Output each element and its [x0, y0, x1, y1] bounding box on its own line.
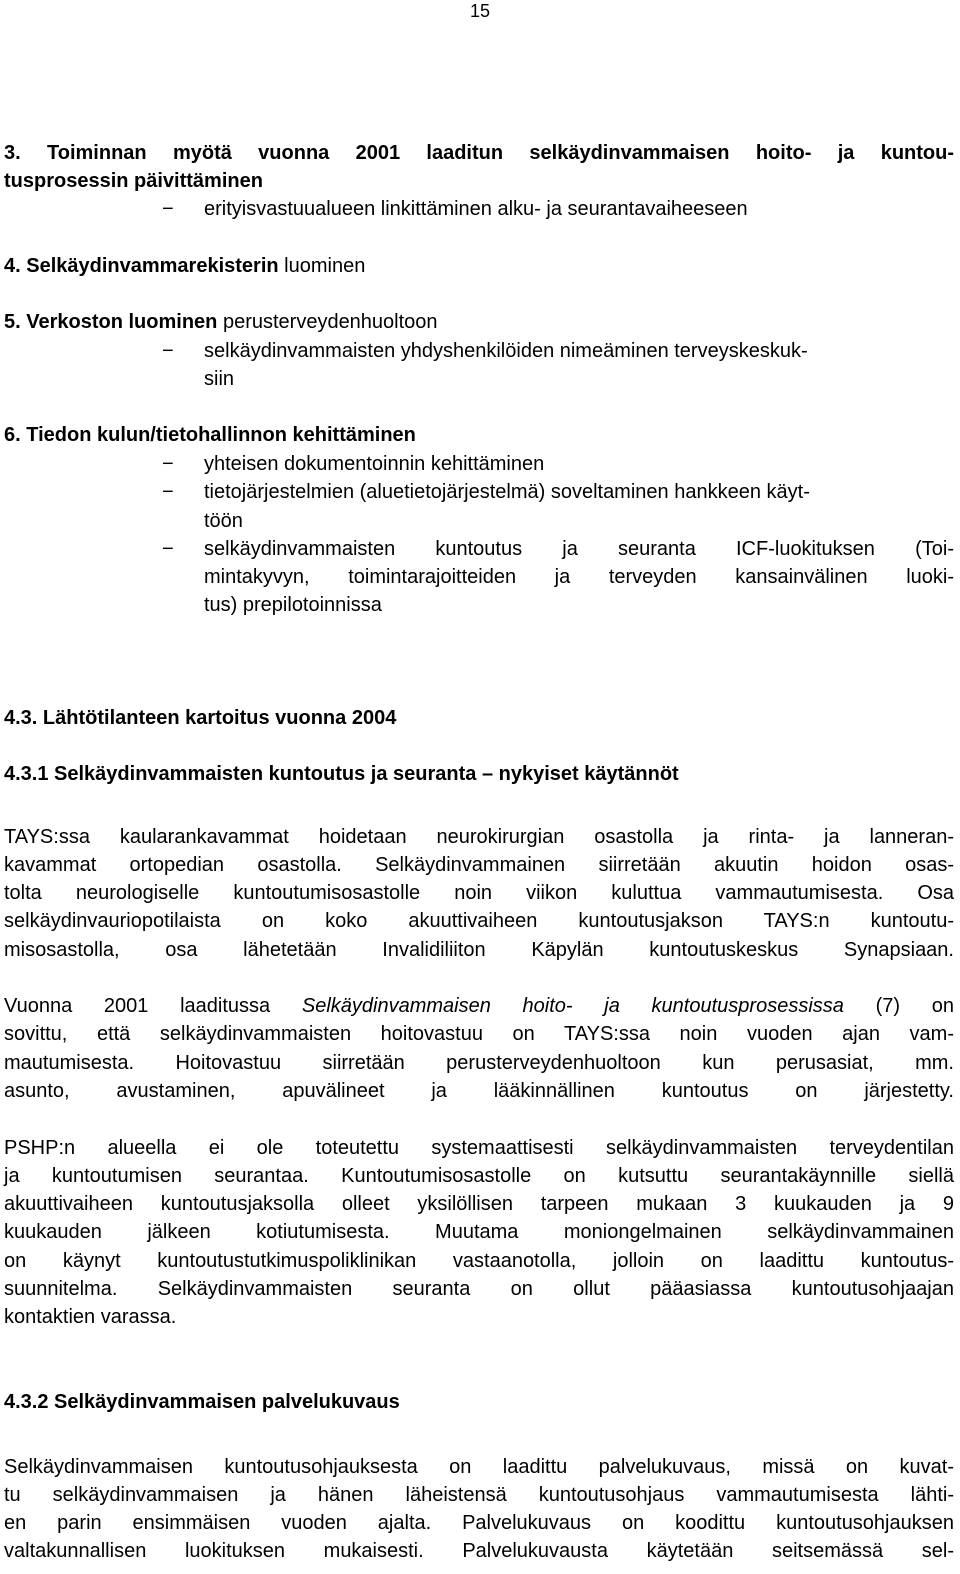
list-item-4-bold: 4. Selkäydinvammarekisterin	[4, 255, 279, 277]
paragraph-line: suunnitelma. Selkäydinvammaisten seuranta on ollut pääasiassa kuntoutusohjaajan	[4, 1278, 954, 1300]
paragraph-line: ja kuntoutumisen seurantaa. Kuntoutumisosastolle on kutsuttu seurantakäynnille siellä	[4, 1165, 954, 1187]
page-number: 15	[469, 1, 491, 21]
paragraph-line: en parin ensimmäisen vuoden ajalta. Palvelukuvaus on koodittu kuntoutusohjauksen	[4, 1512, 954, 1534]
paragraph-line: Selkäydinvammaisen kuntoutusohjauksesta on laadittu palvelukuvaus, missä on kuvat-	[4, 1456, 954, 1478]
bullet-dash: −	[162, 538, 174, 560]
bullet-dash: −	[162, 198, 174, 220]
paragraph-line: on käynyt kuntoutustutkimuspoliklinikan vastaanotolla, jolloin on laadittu kuntoutus-	[4, 1250, 954, 1272]
paragraph-line: PSHP:n alueella ei ole toteutettu systemaattisesti selkäydinvammaisten terveydentilan	[4, 1137, 954, 1159]
list-item-6-title: 6. Tiedon kulun/tietohallinnon kehittäminen	[4, 424, 416, 446]
list-item-5-bullet-1-line-2: siin	[204, 368, 235, 390]
text-run: Vuonna 2001 laaditussa	[4, 995, 302, 1017]
paragraph-line: selkäydinvauriopotilaista on koko akuuttivaiheen kuntoutusjakson TAYS:n kuntoutu-	[4, 910, 954, 932]
list-item-6-bullet-2-line-1: tietojärjestelmien (aluetietojärjestelmä) soveltaminen hankkeen käyt-	[204, 481, 810, 503]
paragraph-line: tu selkäydinvammaisen ja hänen läheistensä kuntoutusohjaus vammautumisesta lähti-	[4, 1484, 954, 1506]
section-4-3-2-heading: 4.3.2 Selkäydinvammaisen palvelukuvaus	[4, 1391, 400, 1413]
paragraph-line: kavammat ortopedian osastolla. Selkäydinvammainen siirretään akuutin hoidon osas-	[4, 854, 954, 876]
list-item-6-bullet-3-line-1: selkäydinvammaisten kuntoutus ja seuranta ICF-luokituksen (Toi-	[204, 538, 954, 560]
list-item-3-bullet-1: erityisvastuualueen linkittäminen alku- ja seurantavaiheeseen	[204, 198, 748, 220]
paragraph-line: tolta neurologiselle kuntoutumisosastolle noin viikon kuluttua vammautumisesta. Osa	[4, 882, 954, 904]
bullet-dash: −	[162, 453, 174, 475]
list-item-5	[4, 310, 438, 334]
section-4-3-heading: 4.3. Lähtötilanteen kartoitus vuonna 2004	[4, 707, 397, 729]
paragraph-line: valtakunnallisen luokituksen mukaisesti. Palvelukuvausta käytetään seitsemässä sel-	[4, 1540, 954, 1562]
paragraph-line: akuuttivaiheen kuntoutusjaksolla olleet yksilöllisen tarpeen mukaan 3 kuukauden ja 9	[4, 1193, 954, 1215]
list-item-5-bold: 5. Verkoston luominen	[4, 311, 218, 333]
list-item-5-bullet-1-line-1: selkäydinvammaisten yhdyshenkilöiden nimeäminen terveyskeskuk-	[204, 340, 808, 362]
paragraph-line: kuukauden jälkeen kotiutumisesta. Muutama moniongelmainen selkäydinvammainen	[4, 1221, 954, 1243]
paragraph-line: mautumisesta. Hoitovastuu siirretään perusterveydenhuoltoon kun perusasiat, mm.	[4, 1052, 954, 1074]
list-item-6-bullet-1: yhteisen dokumentoinnin kehittäminen	[204, 453, 545, 475]
list-item-3-line-1: 3. Toiminnan myötä vuonna 2001 laaditun selkäydinvammaisen hoito- ja kuntou-	[4, 142, 954, 164]
paragraph-line	[4, 994, 954, 1018]
document-title-italic: Selkäydinvammaisen hoito- ja kuntoutusprosessissa	[301, 995, 844, 1017]
list-item-3-line-2: tusprosessin päivittäminen	[4, 170, 263, 192]
list-item-6-bullet-3-line-2: mintakyvyn, toimintarajoitteiden ja terveyden kansainvälinen luoki-	[204, 566, 954, 588]
list-item-6-bullet-3-line-3: tus) prepilotoinnissa	[204, 594, 382, 616]
list-item-4	[4, 254, 365, 278]
paragraph-line: TAYS:ssa kaularankavammat hoidetaan neurokirurgian osastolla ja rinta- ja lanneran-	[4, 826, 954, 848]
paragraph-line: sovittu, että selkäydinvammaisten hoitovastuu on TAYS:ssa noin vuoden ajan vam-	[4, 1023, 954, 1045]
section-4-3-1-heading: 4.3.1 Selkäydinvammaisten kuntoutus ja seuranta – nykyiset käytännöt	[4, 763, 679, 785]
bullet-dash: −	[162, 340, 174, 362]
paragraph-line: asunto, avustaminen, apuvälineet ja lääkinnällinen kuntoutus on järjestetty.	[4, 1080, 954, 1102]
list-item-4-rest: luominen	[278, 255, 366, 277]
list-item-5-rest: perusterveydenhuoltoon	[217, 311, 438, 333]
paragraph-line: misosastolla, osa lähetetään Invalidiliiton Käpylän kuntoutuskeskus Synapsiaan.	[4, 939, 954, 961]
list-item-6-bullet-2-line-2: töön	[204, 510, 243, 532]
bullet-dash: −	[162, 481, 174, 503]
text-run: (7) on	[843, 995, 954, 1017]
paragraph-line: kontaktien varassa.	[4, 1306, 177, 1328]
